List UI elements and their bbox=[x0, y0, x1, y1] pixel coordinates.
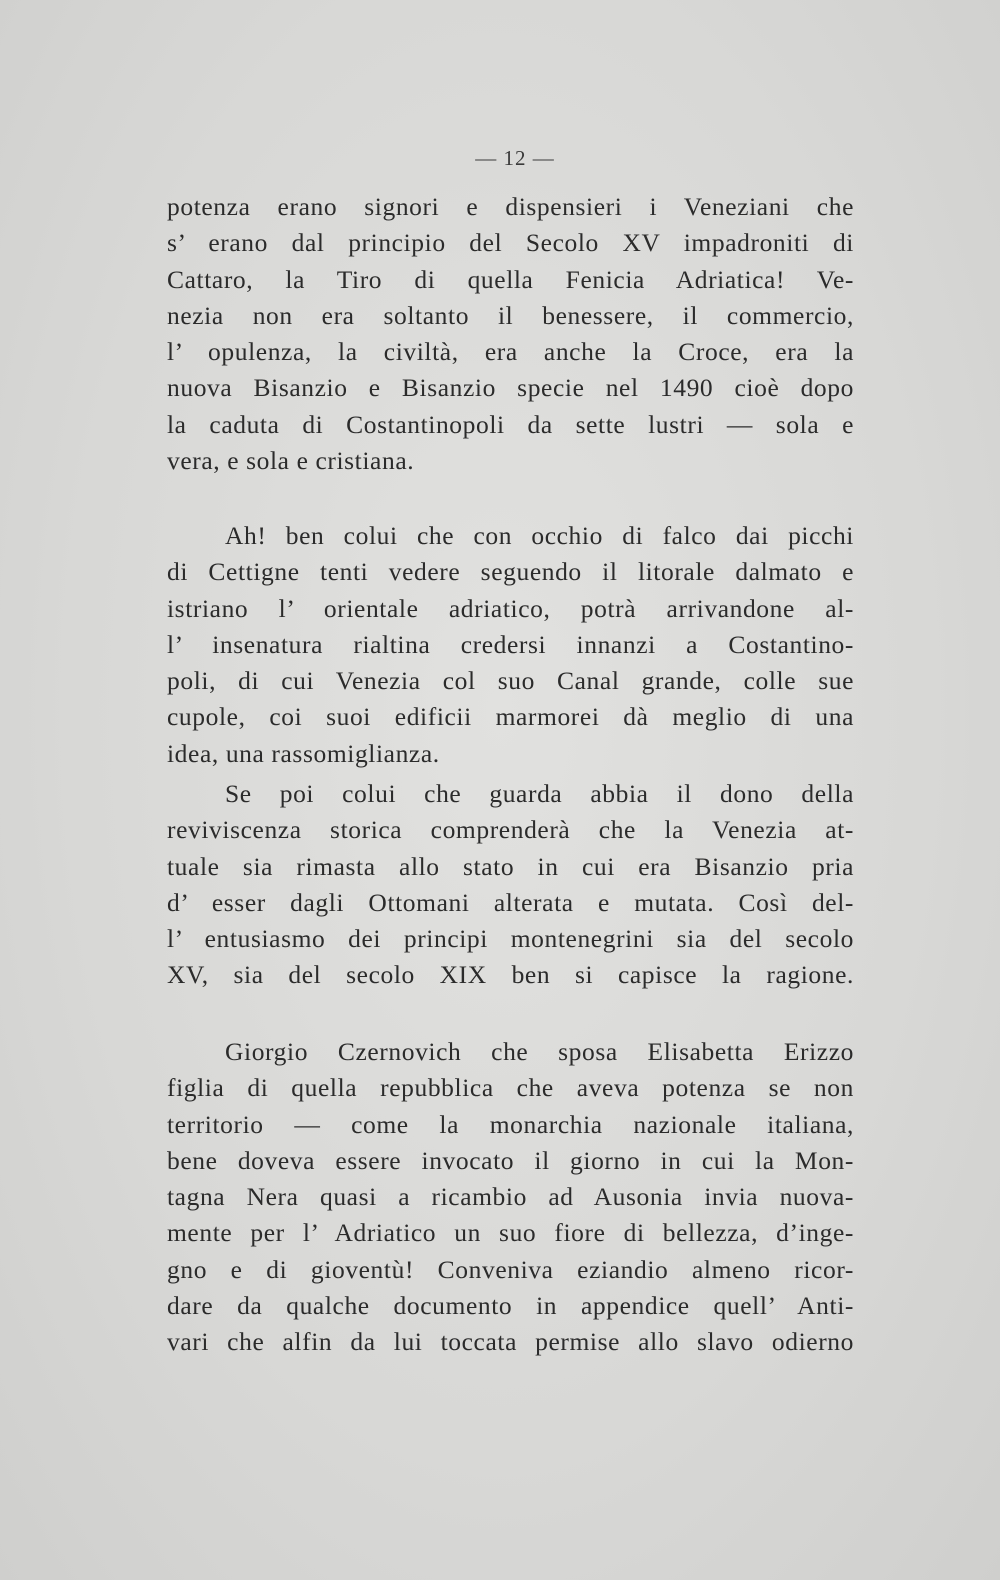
text-line: territorio — come la monarchia nazionale italiana, bbox=[167, 1109, 854, 1139]
text-line: l’ entusiasmo dei principi montenegrini sia del secolo bbox=[167, 924, 854, 954]
text-line: Giorgio Czernovich che sposa Elisabetta Erizzo bbox=[225, 1037, 854, 1066]
text-line: s’ erano dal principio del Secolo XV impadroniti di bbox=[167, 228, 854, 258]
text-line: Ah! ben colui che con occhio di falco dai picchi bbox=[225, 521, 854, 550]
text-line: vera, e sola e cristiana. bbox=[167, 446, 415, 476]
text-line: d’ esser dagli Ottomani alterata e mutata. Così del- bbox=[167, 887, 854, 917]
text-line: nuova Bisanzio e Bisanzio specie nel 1490 cioè dopo bbox=[167, 373, 854, 403]
text-line: mente per l’ Adriatico un suo fiore di bellezza, d’inge- bbox=[167, 1218, 854, 1248]
text-line: tuale sia rimasta allo stato in cui era Bisanzio pria bbox=[167, 851, 854, 881]
paragraph-3 bbox=[167, 776, 854, 994]
paragraph-2 bbox=[167, 518, 854, 772]
text-line: XV, sia del secolo XIX ben si capisce la ragione. bbox=[167, 960, 854, 990]
text-line: cupole, coi suoi edificii marmorei dà meglio di una bbox=[167, 702, 854, 732]
text-line: bene doveva essere invocato il giorno in cui la Mon- bbox=[167, 1145, 854, 1175]
text-line: Cattaro, la Tiro di quella Fenicia Adriatica! Ve- bbox=[167, 264, 854, 294]
text-line: di Cettigne tenti vedere seguendo il litorale dalmato e bbox=[167, 557, 854, 587]
text-line: gno e di gioventù! Conveniva eziandio almeno ricor- bbox=[167, 1254, 854, 1284]
text-line: l’ insenatura rialtina credersi innanzi a Costantino- bbox=[167, 629, 854, 659]
text-line: reviviscenza storica comprenderà che la Venezia at- bbox=[167, 815, 854, 845]
text-line: potenza erano signori e dispensieri i Veneziani che bbox=[167, 192, 854, 221]
text-line: l’ opulenza, la civiltà, era anche la Croce, era la bbox=[167, 337, 854, 367]
text-line: nezia non era soltanto il benessere, il commercio, bbox=[167, 300, 854, 330]
text-line: poli, di cui Venezia col suo Canal grande, colle sue bbox=[167, 666, 854, 696]
text-line: la caduta di Costantinopoli da sette lustri — sola e bbox=[167, 409, 854, 439]
text-line: idea, una rassomiglianza. bbox=[167, 738, 440, 768]
text-line: figlia di quella repubblica che aveva potenza se non bbox=[167, 1073, 854, 1103]
text-line: dare da qualche documento in appendice quell’ Anti- bbox=[167, 1291, 854, 1321]
text-line: istriano l’ orientale adriatico, potrà arrivandone al- bbox=[167, 593, 854, 623]
text-line: Se poi colui che guarda abbia il dono della bbox=[225, 779, 854, 808]
text-line: vari che alfin da lui toccata permise allo slavo odierno bbox=[167, 1327, 854, 1357]
paragraph-4 bbox=[167, 1034, 854, 1361]
page-number: — 12 — bbox=[475, 146, 555, 170]
text-line: tagna Nera quasi a ricambio ad Ausonia invia nuova- bbox=[167, 1182, 854, 1212]
paragraph-1 bbox=[167, 189, 854, 479]
